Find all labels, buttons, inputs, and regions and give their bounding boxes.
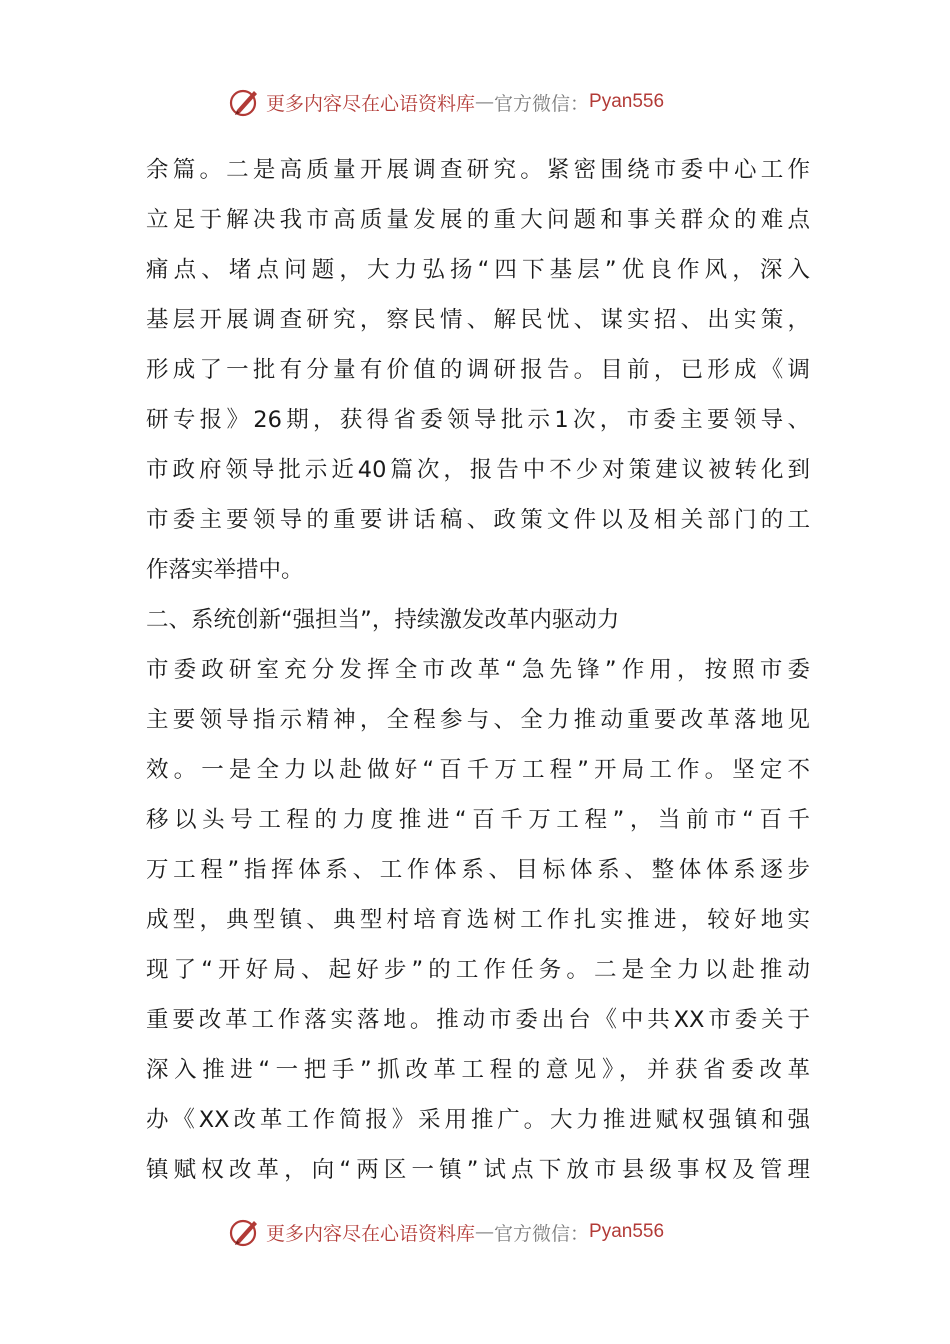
text-line: 重要改革工作落实落地。推动市委出台《中共XX市委关于	[146, 1007, 810, 1033]
watermark-main-text: 更多内容尽在心语资料库	[266, 92, 476, 115]
text-line: 作落实举措中。	[146, 557, 304, 583]
text-line: 市委政研室充分发挥全市改革“急先锋”作用，按照市委	[146, 657, 810, 683]
watermark-official-label: 官方微信：	[494, 1222, 590, 1245]
pen-logo-icon	[228, 1215, 262, 1249]
text-line: 成型，典型镇、典型村培育选树工作扎实推进，较好地实	[146, 907, 810, 933]
pen-logo-icon	[228, 85, 262, 119]
text-line: 研专报》26期，获得省委领导批示1次，市委主要领导、	[146, 407, 810, 433]
footer-watermark	[228, 1212, 664, 1252]
watermark-dash: —	[475, 1221, 495, 1243]
text-line: 办《XX改革工作简报》采用推广。大力推进赋权强镇和强	[146, 1107, 810, 1133]
text-line: 现了“开好局、起好步”的工作任务。二是全力以赴推动	[146, 957, 810, 983]
text-line: 基层开展调查研究，察民情、解民忧、谋实招、出实策，	[146, 307, 810, 333]
header-watermark	[228, 82, 664, 122]
watermark-wechat-id: Pyan556	[589, 1221, 665, 1242]
text-line: 镇赋权改革，向“两区一镇”试点下放市县级事权及管理	[146, 1157, 810, 1183]
watermark-official-label: 官方微信：	[494, 92, 590, 115]
text-line: 痛点、堵点问题，大力弘扬“四下基层”优良作风，深入	[146, 257, 810, 283]
text-line: 立足于解决我市高质量发展的重大问题和事关群众的难点	[146, 207, 810, 233]
text-line: 余篇。二是高质量开展调查研究。紧密围绕市委中心工作	[146, 157, 810, 183]
text-line: 市政府领导批示近40篇次，报告中不少对策建议被转化到	[146, 457, 810, 483]
text-line: 万工程”指挥体系、工作体系、目标体系、整体体系逐步	[146, 857, 810, 883]
watermark-wechat-id: Pyan556	[589, 91, 665, 112]
text-line: 移以头号工程的力度推进“百千万工程”，当前市“百千	[146, 807, 810, 833]
watermark-main-text: 更多内容尽在心语资料库	[266, 1222, 476, 1245]
watermark-dash: —	[475, 91, 495, 113]
text-line: 主要领导指示精神，全程参与、全力推动重要改革落地见	[146, 707, 810, 733]
body-text	[146, 145, 810, 1195]
section-heading: 二、系统创新“强担当”，持续激发改革内驱动力	[146, 607, 620, 633]
text-line: 形成了一批有分量有价值的调研报告。目前，已形成《调	[146, 357, 810, 383]
text-line: 深入推进“一把手”抓改革工程的意见》，并获省委改革	[146, 1057, 810, 1083]
text-line: 市委主要领导的重要讲话稿、政策文件以及相关部门的工	[146, 507, 810, 533]
text-line: 效。一是全力以赴做好“百千万工程”开局工作。坚定不	[146, 757, 810, 783]
